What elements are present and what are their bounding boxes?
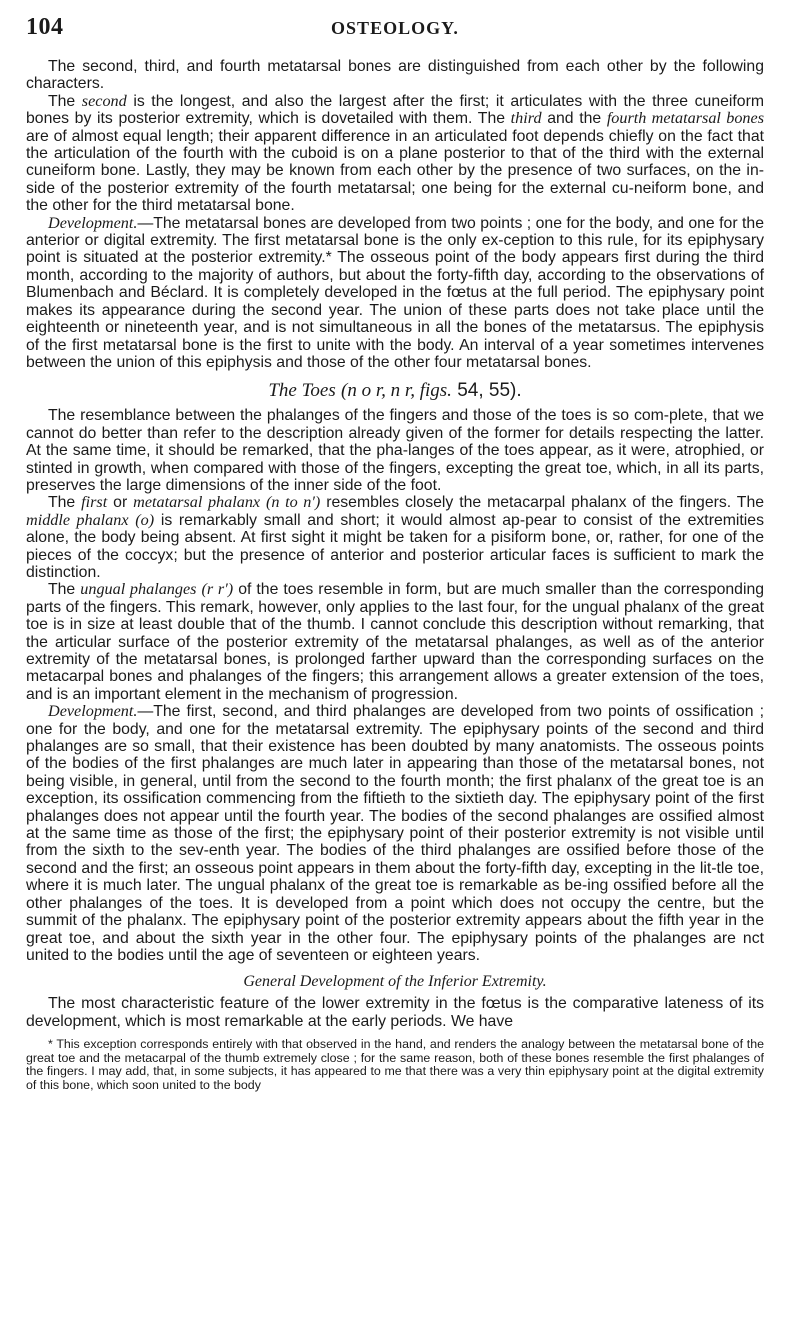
text-run: of the toes resemble in form, but are much smaller than the corresponding parts of the fingers. This remark, however, only applies to the last four, for the ungual phalanx of the great toe is in size at least double that of the thumb. I cannot conclude this description without remarking, that the articular surface of the posterior extremity of the metatarsal phalanges, as well as of the anterior extremity of the metatarsal bones, is prolonged farther upward than the corresponding surfaces on the metacarpal bones and phalanges of the fingers; this arrangement allows a greater extension of the toes, and is an important element in the mechanism of progression. xyxy=(26,581,765,703)
paragraph-toes-development xyxy=(26,703,764,964)
section-heading-general-development: General Development of the Inferior Extremity. xyxy=(243,973,547,991)
italic-term: middle phalanx xyxy=(26,510,129,529)
paragraph-toes-first-phalanx: The first or metatarsal phalanx (n to n′) resembles closely the metacarpal phalanx of the fingers. The middle phalanx (o) is remarkably small and short; it would almost ap-pear to consist of the extremities alone, the body being absent. At first sight it might be taken for a pisiform bone, or, rather, for one of the pieces of the coccyx; but the presence of anterior and posterior articular faces is sufficient to mark the distinction. xyxy=(26,493,765,581)
page-number: 104 xyxy=(26,14,64,40)
italic-term: second xyxy=(81,91,127,110)
italic-label: Development. xyxy=(48,213,138,232)
text-run: The most characteristic feature of the lower extremity in the fœtus is the comparative lateness of its development, which is most remarkable at the early periods. We have xyxy=(26,995,764,1030)
text-run: is the longest, and also the largest after the first; it articulates with the three cuneiform bones by its posterior extremity, which is dovetailed with them. The xyxy=(26,92,765,128)
text-run: The resemblance between the phalanges of the fingers and those of the toes is so com-plete, that we cannot do better than refer to the description already given of the former for details respecting the latter. At the same time, it should be remarked, that the pha-langes of the toes appear, as it were, atrophied, or stinted in growth, when compared with those of the fingers, excepting the great toe, which, in all its parts, preserves the large dimensions of the inner side of the foot. xyxy=(26,407,764,494)
running-title: OSTEOLOGY. xyxy=(331,18,459,38)
text-run: resembles closely the metacarpal phalanx of the fingers. The xyxy=(326,494,765,512)
running-head xyxy=(26,14,764,46)
paragraph-metatarsal-development xyxy=(26,215,764,372)
figure-ref: (n to n′) xyxy=(266,493,321,512)
text-run: is remarkably small and short; it would almost ap-pear to consist of the extremities alone, the body being absent. At first sight it might be taken for a pisiform bone, or, rather, for one of the pieces of the coccyx; but the presence of anterior and posterior articular faces is sufficient to mark the distinction. xyxy=(26,511,764,581)
figure-ref: (o) xyxy=(135,510,155,529)
heading-title: The Toes xyxy=(268,380,336,402)
text-run: —The first, second, and third phalanges are developed from two points of ossification ; one for the body, and one for the metatarsal extremity. The epiphysary points of the second and third phalanges are so small, that their existence has been doubted by many anatomists. The osseous points of the bodies of the first phalanges are much later in appearing than those of the metatarsal bones, not being visible, in general, until from the second to the fourth month; the first phalanx of the great toe is an exception, its ossification commencing from the fiftieth to the sixtieth day. The epiphysary point of the first phalanges does not appear until the fourth year. The bodies of the second phalanges are ossified almost at the same time as those of the first; the epiphysary point of their posterior extremity is not visible until from the sixth to the sev-enth year. The bodies of the third phalanges are ossified before those of the second and the first; an osseous point appears in them about the forty-fifth day, excepting in the lit-tle toe, where it is much later. The ungual phalanx of the great toe is remarkable as be-ing ossified before all the other phalanges of the toes. It is developed from a point which does not occupy the centre, but the summit of the phalanx. The epiphysary point of the posterior extremity appears about the fifth year in the great toe, and about the sixth year in the other four. The epiphysary points of the phalanges are nct united to the bodies until the age of seventeen or eighteen years. xyxy=(26,703,764,964)
italic-term: third xyxy=(510,109,542,128)
footnote xyxy=(26,1038,764,1092)
italic-label: Development. xyxy=(48,702,138,721)
paragraph-metatarsal-intro xyxy=(26,58,764,93)
italic-term: ungual phalanges xyxy=(80,580,197,599)
paragraph-metatarsal-second: The second is the longest, and also the largest after the first; it articulates with the three cuneiform bones by its posterior extremity, which is dovetailed with them. The third and the fourth metatarsal bones are of almost equal length; their apparent difference in an articulated foot depends chiefly on the fact that the articulation of the fourth with the cuboid is on a plane posterior to that of the third with the external cuneiform bone. Lastly, they may be known from each other by the presence of two surfaces, on the in-side of the posterior extremity of the fourth metatarsal; one being for the external cu-neiform bone, and the other for the third metatarsal bone. xyxy=(26,91,765,215)
paragraph-toes-intro xyxy=(26,407,764,494)
footnote-text: * This exception corresponds entirely with that observed in the hand, and renders the analogy between the metatarsal bone of the great toe and the metacarpal of the thumb extremely close ; for the same reason, both of these bones resemble the first phalanges of the fingers. I may add, that, in some subjects, it has appeared to me that there was a very thin epiphysary point at the digital extremity of this bone, which soon united to the body xyxy=(26,1037,764,1092)
italic-term: fourth metatarsal bones xyxy=(606,109,764,128)
figure-ref: (r r′) xyxy=(201,580,234,599)
body-text xyxy=(26,58,764,1093)
paragraph-toes-ungual: The ungual phalanges (r r′) of the toes resemble in form, but are much smaller than the corresponding parts of the fingers. This remark, however, only applies to the last four, for the ungual phalanx of the great toe is in size at least double that of the thumb. I cannot conclude this description without remarking, that the articular surface of the posterior extremity of the metatarsal phalanges, as well as of the anterior extremity of the metatarsal bones, is prolonged farther upward than the corresponding surfaces on the metacarpal bones and phalanges of the fingers; this arrangement allows a greater extension of the toes, and is an important element in the mechanism of progression. xyxy=(26,580,765,703)
text-run: are of almost equal length; their apparent difference in an articulated foot depends chiefly on the fact that the articulation of the fourth with the cuboid is on a plane posterior to that of the third with the external cuneiform bone. Lastly, they may be known from each other by the presence of two surfaces, on the in-side of the posterior extremity of the fourth metatarsal; one being for the external cu-neiform bone, and the other for the third metatarsal bone. xyxy=(26,127,764,215)
paragraph-general-development xyxy=(26,995,764,1030)
italic-term: metatarsal phalanx xyxy=(133,493,261,512)
text-run: The second, third, and fourth metatarsal bones are distinguished from each other by the following characters. xyxy=(26,58,764,93)
heading-figure-numbers: 54, 55). xyxy=(457,380,522,402)
text-run: —The metatarsal bones are developed from two points ; one for the body, and one for the anterior or digital extremity. The first metatarsal bone is the only ex-ception to this rule, for its epiphysary point is situated at the posterior extremity.* The osseous point of the body appears first during the third month, according to the majority of authors, but about the forty-fifth day, according to the observations of Blumenbach and Béclard. It is completely developed in the fœtus at the full period. The epiphysary point makes its appearance during the second year. The union of these parts does not take place until the eighteenth or nineteenth year, and is not simultaneous in all the bones of the metatarsus. The epiphysis of the first metatarsal bone is the first to unite with the body. An interval of a year sometimes intervenes between the union of this epiphysis and those of the other four metatarsal bones. xyxy=(26,214,764,371)
text-run: or xyxy=(113,494,128,512)
italic-term: first xyxy=(81,493,108,512)
text-run: and the xyxy=(547,110,602,128)
heading-figure-refs: (n o r, n r, figs. xyxy=(341,380,452,402)
section-heading-toes xyxy=(26,380,764,402)
